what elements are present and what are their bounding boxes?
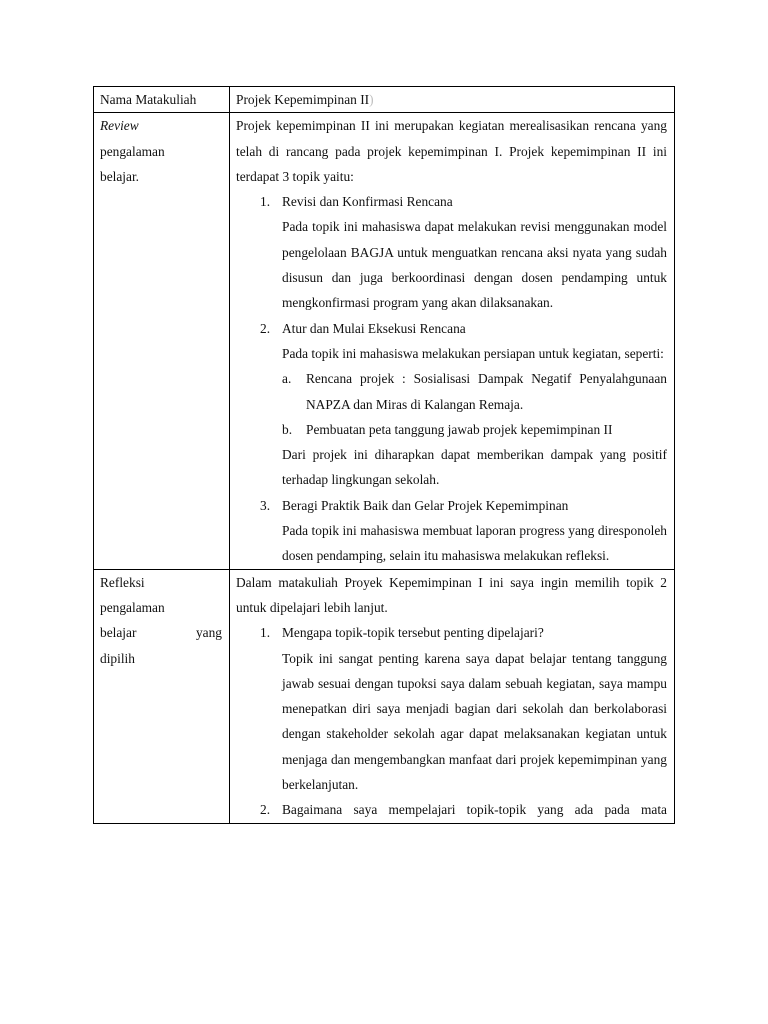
list-number: 3. [260, 497, 271, 513]
sub-list-item [236, 366, 667, 417]
table-row [94, 113, 675, 569]
value-cell [230, 87, 675, 113]
reflection-label-line4: dipilih [100, 650, 135, 666]
table-row [94, 87, 675, 113]
review-intro: Projek kepemimpinan II ini merupakan kegiatan merealisasikan rencana yang telah di rancang pada projek kepemimpinan I. Projek kepemimpinan II ini terdapat 3 topik yaitu: [236, 118, 667, 184]
value-cell [230, 569, 675, 823]
course-name-suffix: ) [369, 92, 374, 107]
review-label-line3: belajar. [100, 168, 140, 184]
list-item [236, 797, 667, 822]
reflection-label-line1: Refleksi [100, 574, 145, 590]
table-row [94, 569, 675, 823]
sub-item-text: Rencana projek : Sosialisasi Dampak Negatif Penyalahgunaan NAPZA dan Miras di Kalangan Remaja. [306, 371, 667, 412]
topic-title: Revisi dan Konfirmasi Rencana [282, 194, 453, 210]
question-title: Mengapa topik-topik tersebut penting dipelajari? [282, 625, 544, 641]
sub-list-letter: a. [282, 371, 292, 387]
question-title: Bagaimana saya mempelajari topik-topik yang ada pada mata [282, 802, 667, 818]
list-number: 1. [260, 194, 271, 210]
course-name-value: Projek Kepemimpinan II [236, 92, 370, 107]
list-item [236, 493, 667, 569]
reflection-label-line2: pengalaman [100, 599, 165, 615]
reflection-label-line3: belajar yang [100, 625, 222, 641]
topic-text: Pada topik ini mahasiswa melakukan persiapan untuk kegiatan, seperti: [282, 345, 664, 361]
list-number: 1. [260, 625, 271, 641]
list-number: 2. [260, 802, 271, 818]
topic-text: Pada topik ini mahasiswa membuat laporan progress yang diresponoleh dosen pendamping, selain itu mahasiswa melakukan refleksi. [282, 523, 667, 564]
topic-followup-text: Dari projek ini diharapkan dapat memberikan dampak yang positif terhadap lingkungan sekolah. [282, 447, 667, 488]
review-label-line2: pengalaman [100, 143, 165, 159]
list-number: 2. [260, 320, 271, 336]
sub-list-item [236, 417, 667, 442]
list-item [236, 189, 667, 315]
question-answer: Topik ini sangat penting karena saya dapat belajar tentang tanggung jawab sesuai dengan tupoksi saya dalam sebuah kegiatan, saya mampu menepatkan diri saya menjadi bagian dari sekolah dan berkolaborasi dengan stakeholder sekolah agar dapat melaksanakan kegiatan untuk menjaga dan mengembangkan manfaat dari projek kepemimpinan yang berkelanjutan. [282, 650, 667, 793]
list-item [236, 316, 667, 367]
sub-list-letter: b. [282, 421, 293, 437]
reflection-intro: Dalam matakuliah Proyek Kepemimpinan I ini saya ingin memilih topik 2 untuk dipelajari lebih lanjut. [236, 574, 667, 615]
sub-item-text: Pembuatan peta tanggung jawab projek kepemimpinan II [306, 421, 613, 437]
reflection-table [93, 86, 675, 824]
topic-title: Beragi Praktik Baik dan Gelar Projek Kepemimpinan [282, 497, 569, 513]
label-cell [94, 113, 230, 569]
label-cell [94, 569, 230, 823]
list-item [236, 620, 667, 797]
topic-title: Atur dan Mulai Eksekusi Rencana [282, 320, 466, 336]
review-label-italic: Review [100, 118, 139, 134]
course-name-label: Nama Matakuliah [100, 92, 197, 107]
value-cell [230, 113, 675, 569]
label-cell [94, 87, 230, 113]
topic-text: Pada topik ini mahasiswa dapat melakukan revisi menggunakan model pengelolaan BAGJA untuk menguatkan rencana aksi nyata yang sudah disusun dan juga berkoordinasi dengan dosen pendamping untuk mengkonfirmasi program yang akan dilaksanakan. [282, 219, 667, 311]
